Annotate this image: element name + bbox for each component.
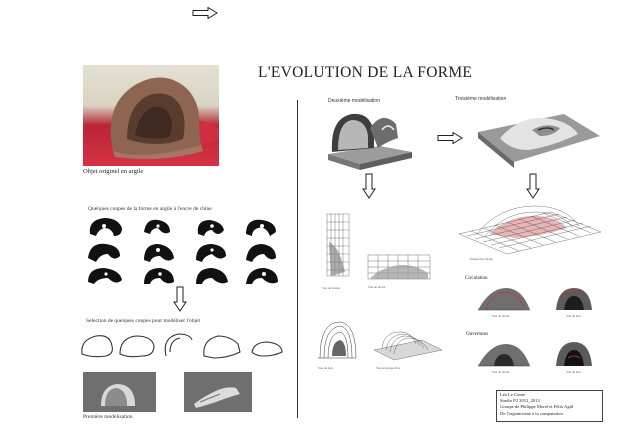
ouvertures-view-face-label: Vue de face xyxy=(566,370,582,374)
circulation-view-face-label: Vue de face xyxy=(566,314,582,318)
credits-theme: De l'organicisme à la computation xyxy=(500,410,563,416)
first-model-render-a xyxy=(83,372,156,412)
ouvertures-view-right-label: Vue de droite xyxy=(492,370,510,374)
wireframe-view-above xyxy=(321,212,357,282)
credits-box xyxy=(496,390,603,422)
down-arrow-icon xyxy=(173,286,187,312)
selection-caption: Selection de quelques coupes pour modéliser l'objet xyxy=(86,318,201,324)
third-model-render xyxy=(474,106,604,168)
ouvertures-label: Ouvertures xyxy=(466,332,489,337)
ouvertures-view-face xyxy=(554,338,594,368)
sections-caption: Quelques coupes de la forme en argile à l'encre de chine xyxy=(88,206,212,212)
wireframe-view-right xyxy=(366,253,434,283)
down-arrow-icon-2 xyxy=(362,173,376,199)
right-arrow-icon xyxy=(437,132,463,144)
perspective-filaire-label: Perspective filaire xyxy=(470,257,494,261)
second-model-render xyxy=(326,108,414,170)
circulation-view-right xyxy=(476,284,532,312)
first-model-caption: Première modélisation xyxy=(83,414,133,420)
credits-author: Léa Le Conte xyxy=(500,392,525,397)
wireframe-perspective-filaire xyxy=(455,198,605,256)
circulation-view-right-label: Vue de droite xyxy=(492,314,510,318)
ink-sections-grid xyxy=(86,214,291,289)
wireframe-view-front xyxy=(316,318,358,362)
credits-studio: Studio P2 2012_2013 xyxy=(500,398,540,404)
first-model-render-b xyxy=(184,372,252,412)
view-right-label: Vue de droite xyxy=(368,285,386,289)
clay-object-photo xyxy=(83,65,219,166)
down-arrow-icon-3 xyxy=(526,173,540,199)
view-perspective-label: Vue en perspective xyxy=(376,366,401,370)
circulation-label: Circulation xyxy=(465,276,488,281)
view-front-label: Vue de face xyxy=(318,366,334,370)
third-model-title: Troisième modélisation xyxy=(455,96,507,102)
circulation-view-face xyxy=(554,284,594,312)
page-title: L'EVOLUTION DE LA FORME xyxy=(258,64,473,81)
wireframe-view-perspective xyxy=(372,328,444,362)
second-model-title: Deuxième modélisation xyxy=(328,98,380,104)
ouvertures-view-right xyxy=(476,340,532,368)
view-above-label: Vue de dessus xyxy=(322,286,341,290)
credits-group: Groupe de Philippe Morel et Felix Agid xyxy=(500,404,574,410)
center-divider xyxy=(297,100,298,418)
top-arrow-icon xyxy=(192,7,218,19)
photo-caption: Objet originel en argile xyxy=(83,168,144,175)
selected-sections-outlines xyxy=(78,328,288,362)
